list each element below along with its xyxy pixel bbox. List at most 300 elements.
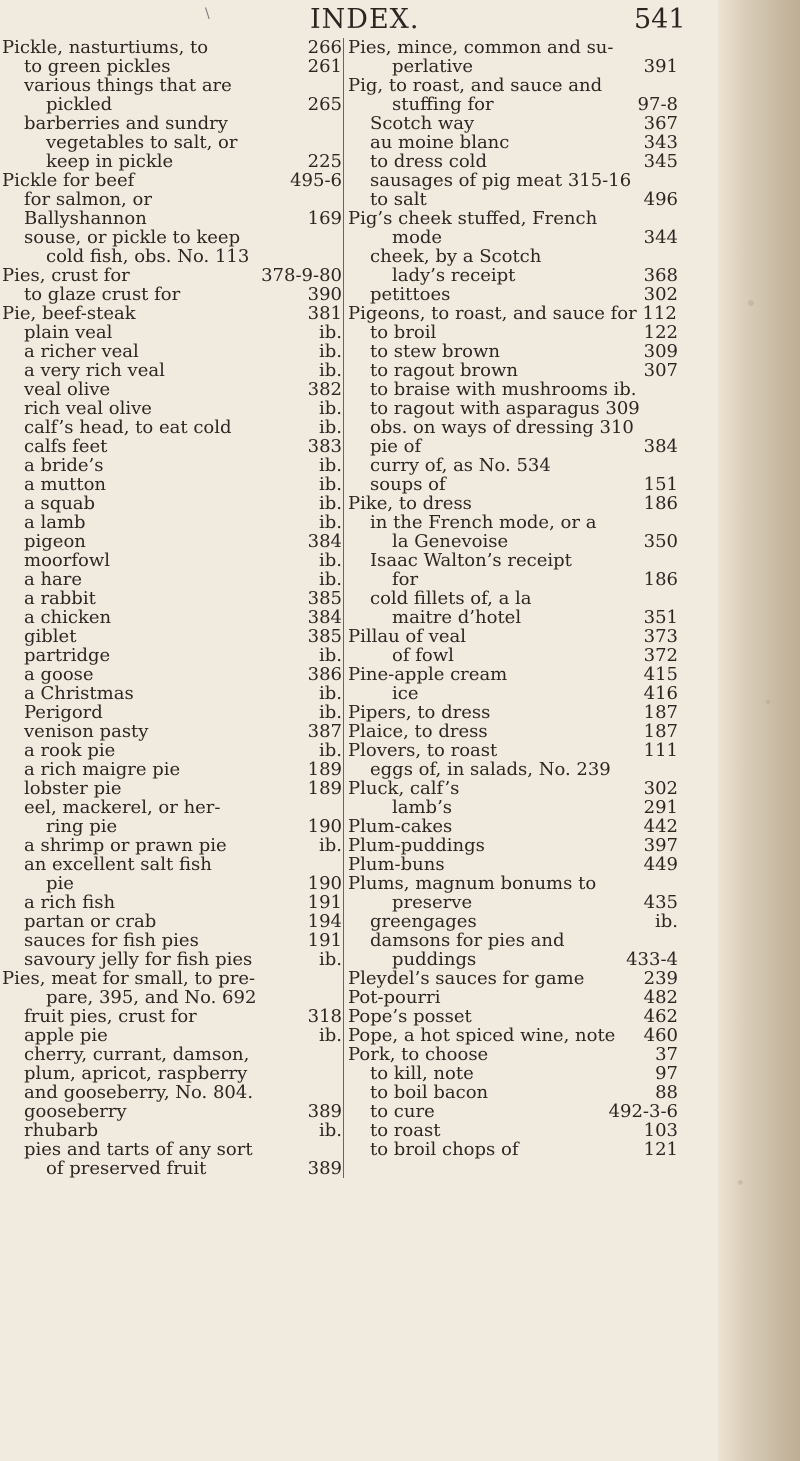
entry-page-ref: ib. (318, 360, 342, 381)
entry-page-ref: 384 (643, 436, 678, 457)
entry-text: cold fillets of, a la (370, 588, 532, 609)
index-entry (2, 589, 342, 608)
entry-text: savoury jelly for fish pies (24, 949, 253, 970)
entry-text: Pope, a hot spiced wine, note (348, 1025, 616, 1046)
entry-page-ref: ib. (318, 322, 342, 343)
index-entry (348, 114, 678, 133)
entry-text: Pluck, calf’s (348, 778, 460, 799)
entry-text: cheek, by a Scotch (370, 246, 542, 267)
entry-page-ref: ib. (318, 550, 342, 571)
entry-text: pickled (46, 94, 113, 115)
entry-text: a richer veal (24, 341, 139, 362)
entry-text: calf’s head, to eat cold (24, 417, 232, 438)
entry-page-ref: 384 (307, 531, 342, 552)
index-entry (2, 608, 342, 627)
index-entry (2, 209, 342, 228)
entry-text: Plum-cakes (348, 816, 453, 837)
entry-text: Pickle for beef (2, 170, 135, 191)
entry-text: barberries and sundry (24, 113, 228, 134)
entry-text: a lamb (24, 512, 86, 533)
index-entry (348, 342, 678, 361)
index-entry (348, 988, 678, 1007)
index-entry (348, 1026, 678, 1045)
index-entry (2, 247, 342, 266)
entry-text: Pig, to roast, and sauce and (348, 75, 603, 96)
entry-page-ref: ib. (318, 512, 342, 533)
index-entry (348, 133, 678, 152)
entry-text: pie of (370, 436, 422, 457)
entry-page-ref: 190 (307, 816, 342, 837)
index-entry (348, 456, 678, 475)
entry-text: a rabbit (24, 588, 96, 609)
entry-page-ref: ib. (318, 569, 342, 590)
entry-text: to broil chops of (370, 1139, 519, 1160)
entry-page-ref: 389 (307, 1158, 342, 1179)
index-entry (2, 133, 342, 152)
index-entry (2, 456, 342, 475)
index-entry (2, 1045, 342, 1064)
entry-text: of preserved fruit (46, 1158, 207, 1179)
index-entry (2, 1121, 342, 1140)
index-entry (348, 1064, 678, 1083)
entry-text: puddings (392, 949, 477, 970)
entry-text: an excellent salt fish (24, 854, 212, 875)
index-entry (348, 209, 678, 228)
entry-text: a rook pie (24, 740, 116, 761)
entry-text: plum, apricot, raspberry (24, 1063, 248, 1084)
entry-page-ref: 239 (643, 968, 678, 989)
entry-text: au moine blanc (370, 132, 510, 153)
entry-text: mode (392, 227, 443, 248)
index-entry (2, 893, 342, 912)
page-number: 541 (634, 4, 686, 35)
index-entry (348, 1045, 678, 1064)
entry-text: partan or crab (24, 911, 157, 932)
index-entry (2, 304, 342, 323)
index-entry (2, 836, 342, 855)
entry-page-ref: 189 (307, 778, 342, 799)
entry-text: a shrimp or prawn pie (24, 835, 227, 856)
entry-text: to broil (370, 322, 437, 343)
index-entry (348, 665, 678, 684)
index-entry (2, 1159, 342, 1178)
entry-page-ref: ib. (318, 1025, 342, 1046)
entry-text: a goose (24, 664, 94, 685)
entry-page-ref: 302 (643, 778, 678, 799)
header-mark: \ (205, 6, 210, 22)
entry-text: Pies, crust for (2, 265, 130, 286)
index-entry (2, 418, 342, 437)
index-entry (2, 1102, 342, 1121)
entry-text: in the French mode, or a (370, 512, 597, 533)
column-divider (343, 38, 344, 1178)
entry-text: Pot-pourri (348, 987, 441, 1008)
index-entry (348, 95, 678, 114)
entry-text: Pike, to dress (348, 493, 472, 514)
entry-page-ref: ib. (318, 740, 342, 761)
index-entry (348, 494, 678, 513)
entry-text: a bride’s (24, 455, 104, 476)
index-entry (348, 950, 678, 969)
index-entry (2, 855, 342, 874)
entry-text: to braise with mushrooms ib. (370, 379, 637, 400)
entry-page-ref: 122 (643, 322, 678, 343)
entry-text: greengages (370, 911, 477, 932)
entry-page-ref: 389 (307, 1101, 342, 1122)
entry-page-ref: 88 (655, 1082, 678, 1103)
index-entry (348, 627, 678, 646)
entry-text: eggs of, in salads, No. 239 (370, 759, 611, 780)
index-entry (348, 684, 678, 703)
entry-page-ref: 391 (643, 56, 678, 77)
entry-page-ref: 186 (643, 569, 678, 590)
entry-text: a rich fish (24, 892, 116, 913)
index-entry (348, 1121, 678, 1140)
entry-text: for salmon, or (24, 189, 152, 210)
entry-text: obs. on ways of dressing 310 (370, 417, 634, 438)
index-entry (348, 247, 678, 266)
entry-text: to cure (370, 1101, 435, 1122)
index-entry (2, 741, 342, 760)
index-entry (348, 38, 678, 57)
entry-page-ref: 368 (643, 265, 678, 286)
index-entry (348, 931, 678, 950)
entry-text: stuffing for (392, 94, 494, 115)
entry-page-ref: 343 (643, 132, 678, 153)
entry-page-ref: 435 (643, 892, 678, 913)
entry-page-ref: 462 (643, 1006, 678, 1027)
index-entry (348, 437, 678, 456)
entry-text: pigeon (24, 531, 86, 552)
index-entry (2, 760, 342, 779)
index-entry (348, 266, 678, 285)
index-entry (2, 228, 342, 247)
entry-page-ref: 373 (643, 626, 678, 647)
entry-text: a hare (24, 569, 83, 590)
entry-text: to boil bacon (370, 1082, 489, 1103)
entry-page-ref: 367 (643, 113, 678, 134)
entry-text: rich veal olive (24, 398, 152, 419)
entry-page-ref: 372 (643, 645, 678, 666)
entry-page-ref: 344 (643, 227, 678, 248)
entry-page-ref: 397 (643, 835, 678, 856)
entry-page-ref: ib. (318, 341, 342, 362)
entry-page-ref: 433-4 (626, 949, 678, 970)
index-entry (2, 1026, 342, 1045)
entry-text: calfs feet (24, 436, 108, 457)
entry-text: Pillau of veal (348, 626, 466, 647)
index-entry (348, 304, 678, 323)
entry-text: keep in pickle (46, 151, 174, 172)
entry-text: partridge (24, 645, 111, 666)
entry-text: la Genevoise (392, 531, 509, 552)
index-entry (2, 1083, 342, 1102)
entry-text: Pies, mince, common and su- (348, 37, 614, 58)
entry-text: Plums, magnum bonums to (348, 873, 597, 894)
index-entry (2, 551, 342, 570)
index-entry (2, 1007, 342, 1026)
index-entry (348, 589, 678, 608)
entry-text: lobster pie (24, 778, 122, 799)
entry-text: Pies, meat for small, to pre- (2, 968, 256, 989)
entry-text: Plum-buns (348, 854, 445, 875)
entry-page-ref: 381 (307, 303, 342, 324)
entry-page-ref: 416 (643, 683, 678, 704)
entry-page-ref: 415 (643, 664, 678, 685)
entry-text: damsons for pies and (370, 930, 565, 951)
entry-page-ref: 302 (643, 284, 678, 305)
index-entry (348, 380, 678, 399)
index-entry (2, 684, 342, 703)
entry-page-ref: 386 (307, 664, 342, 685)
entry-text: venison pasty (24, 721, 149, 742)
index-entry (348, 152, 678, 171)
entry-page-ref: 103 (643, 1120, 678, 1141)
entry-page-ref: ib. (318, 645, 342, 666)
index-entry (348, 570, 678, 589)
index-entry (2, 570, 342, 589)
entry-page-ref: 442 (643, 816, 678, 837)
entry-page-ref: 385 (307, 626, 342, 647)
entry-page-ref: 191 (307, 930, 342, 951)
entry-page-ref: 189 (307, 759, 342, 780)
entry-text: to roast (370, 1120, 441, 1141)
index-entry (348, 893, 678, 912)
entry-text: a mutton (24, 474, 107, 495)
index-entry (348, 361, 678, 380)
index-entry (348, 646, 678, 665)
entry-text: to green pickles (24, 56, 171, 77)
index-entry (2, 342, 342, 361)
entry-text: Perigord (24, 702, 103, 723)
entry-page-ref: 186 (643, 493, 678, 514)
entry-page-ref: 318 (307, 1006, 342, 1027)
index-entry (2, 76, 342, 95)
entry-text: preserve (392, 892, 473, 913)
entry-text: pie (46, 873, 74, 894)
index-entry (2, 532, 342, 551)
entry-text: to stew brown (370, 341, 501, 362)
entry-page-ref: 460 (643, 1025, 678, 1046)
index-entry (348, 551, 678, 570)
entry-text: to ragout with asparagus 309 (370, 398, 640, 419)
entry-text: giblet (24, 626, 77, 647)
entry-page-ref: 351 (643, 607, 678, 628)
entry-page-ref: ib. (318, 474, 342, 495)
index-entry (2, 38, 342, 57)
entry-page-ref: ib. (318, 683, 342, 704)
entry-text: lady’s receipt (392, 265, 516, 286)
index-entry (348, 912, 678, 931)
running-title: INDEX. (310, 4, 420, 35)
index-entry (2, 1064, 342, 1083)
index-entry (348, 532, 678, 551)
entry-text: soups of (370, 474, 446, 495)
index-entry (348, 608, 678, 627)
entry-page-ref: ib. (318, 1120, 342, 1141)
index-entry (2, 171, 342, 190)
index-entry (2, 361, 342, 380)
index-entry (2, 114, 342, 133)
entry-page-ref: 309 (643, 341, 678, 362)
entry-text: to ragout brown (370, 360, 518, 381)
index-entry (2, 1140, 342, 1159)
index-entry (348, 475, 678, 494)
entry-text: Pleydel’s sauces for game (348, 968, 585, 989)
entry-text: Plum-puddings (348, 835, 485, 856)
index-entry (348, 703, 678, 722)
index-entry (2, 437, 342, 456)
entry-page-ref: 390 (307, 284, 342, 305)
entry-page-ref: 291 (643, 797, 678, 818)
entry-text: maitre d’hotel (392, 607, 522, 628)
entry-page-ref: 187 (643, 702, 678, 723)
entry-text: and gooseberry, No. 804. (24, 1082, 254, 1103)
index-entry (348, 285, 678, 304)
index-entry (2, 931, 342, 950)
index-entry (348, 76, 678, 95)
index-entry (348, 722, 678, 741)
entry-text: Pigeons, to roast, and sauce for 112 (348, 303, 677, 324)
entry-text: a rich maigre pie (24, 759, 181, 780)
index-entry (2, 475, 342, 494)
entry-text: a Christmas (24, 683, 134, 704)
entry-text: Pie, beef-steak (2, 303, 136, 324)
left-column (2, 38, 342, 1178)
index-entry (348, 190, 678, 209)
entry-page-ref: 190 (307, 873, 342, 894)
index-entry (2, 969, 342, 988)
entry-page-ref: ib. (318, 398, 342, 419)
entry-text: vegetables to salt, or (46, 132, 238, 153)
index-entry (348, 323, 678, 342)
index-entry (348, 779, 678, 798)
index-entry (348, 1007, 678, 1026)
index-entry (348, 855, 678, 874)
entry-page-ref: ib. (318, 835, 342, 856)
index-entry (2, 798, 342, 817)
entry-page-ref: 194 (307, 911, 342, 932)
entry-page-ref: 266 (307, 37, 342, 58)
index-entry (2, 152, 342, 171)
index-entry (2, 779, 342, 798)
index-entry (2, 95, 342, 114)
entry-text: ice (392, 683, 419, 704)
index-entry (2, 988, 342, 1007)
index-entry (348, 741, 678, 760)
index-entry (2, 817, 342, 836)
right-column (348, 38, 678, 1159)
entry-page-ref: 492-3-6 (608, 1101, 678, 1122)
entry-text: petittoes (370, 284, 451, 305)
index-entry (2, 722, 342, 741)
entry-page-ref: ib. (318, 493, 342, 514)
entry-page-ref: 350 (643, 531, 678, 552)
index-entry (2, 627, 342, 646)
entry-page-ref: 261 (307, 56, 342, 77)
entry-page-ref: ib. (654, 911, 678, 932)
entry-text: to glaze crust for (24, 284, 181, 305)
entry-page-ref: ib. (318, 417, 342, 438)
entry-text: perlative (392, 56, 474, 77)
index-entry (348, 1083, 678, 1102)
entry-page-ref: 496 (643, 189, 678, 210)
entry-text: Pine-apple cream (348, 664, 508, 685)
entry-page-ref: 37 (655, 1044, 678, 1065)
entry-text: gooseberry (24, 1101, 127, 1122)
entry-page-ref: 97 (655, 1063, 678, 1084)
entry-page-ref: 449 (643, 854, 678, 875)
index-entry (348, 57, 678, 76)
entry-page-ref: 378-9-80 (261, 265, 342, 286)
index-entry (348, 399, 678, 418)
entry-page-ref: 191 (307, 892, 342, 913)
index-entry (348, 817, 678, 836)
entry-text: to dress cold (370, 151, 487, 172)
index-entry (2, 323, 342, 342)
index-entry (348, 969, 678, 988)
entry-text: Ballyshannon (24, 208, 147, 229)
index-entry (348, 798, 678, 817)
page-edge-shadow (718, 0, 800, 1461)
entry-text: Scotch way (370, 113, 475, 134)
entry-page-ref: 345 (643, 151, 678, 172)
index-entry (2, 399, 342, 418)
entry-text: to salt (370, 189, 427, 210)
entry-text: eel, mackerel, or her- (24, 797, 221, 818)
entry-text: cherry, currant, damson, (24, 1044, 250, 1065)
index-entry (2, 665, 342, 684)
entry-page-ref: 384 (307, 607, 342, 628)
page-header (0, 4, 720, 36)
entry-text: of fowl (392, 645, 454, 666)
entry-page-ref: 121 (643, 1139, 678, 1160)
index-entry (348, 513, 678, 532)
index-entry (2, 285, 342, 304)
entry-page-ref: 265 (307, 94, 342, 115)
entry-text: apple pie (24, 1025, 108, 1046)
entry-page-ref: 151 (643, 474, 678, 495)
index-entry (2, 912, 342, 931)
entry-text: cold fish, obs. No. 113 (46, 246, 250, 267)
entry-text: rhubarb (24, 1120, 99, 1141)
entry-page-ref: 387 (307, 721, 342, 742)
entry-page-ref: 307 (643, 360, 678, 381)
entry-text: Pork, to choose (348, 1044, 489, 1065)
index-entry (2, 874, 342, 893)
entry-text: sausages of pig meat 315-16 (370, 170, 632, 191)
entry-text: souse, or pickle to keep (24, 227, 241, 248)
entry-text: sauces for fish pies (24, 930, 199, 951)
index-entry (2, 57, 342, 76)
index-entry (2, 266, 342, 285)
entry-text: lamb’s (392, 797, 453, 818)
index-entry (348, 836, 678, 855)
index-entry (2, 190, 342, 209)
entry-page-ref: ib. (318, 949, 342, 970)
entry-text: ring pie (46, 816, 118, 837)
index-entry (2, 950, 342, 969)
entry-text: Pickle, nasturtiums, to (2, 37, 209, 58)
entry-text: various things that are (24, 75, 232, 96)
entry-text: plain veal (24, 322, 113, 343)
index-entry (348, 874, 678, 893)
entry-text: Pipers, to dress (348, 702, 491, 723)
entry-text: curry of, as No. 534 (370, 455, 551, 476)
entry-text: Plovers, to roast (348, 740, 498, 761)
entry-text: fruit pies, crust for (24, 1006, 197, 1027)
entry-text: moorfowl (24, 550, 111, 571)
